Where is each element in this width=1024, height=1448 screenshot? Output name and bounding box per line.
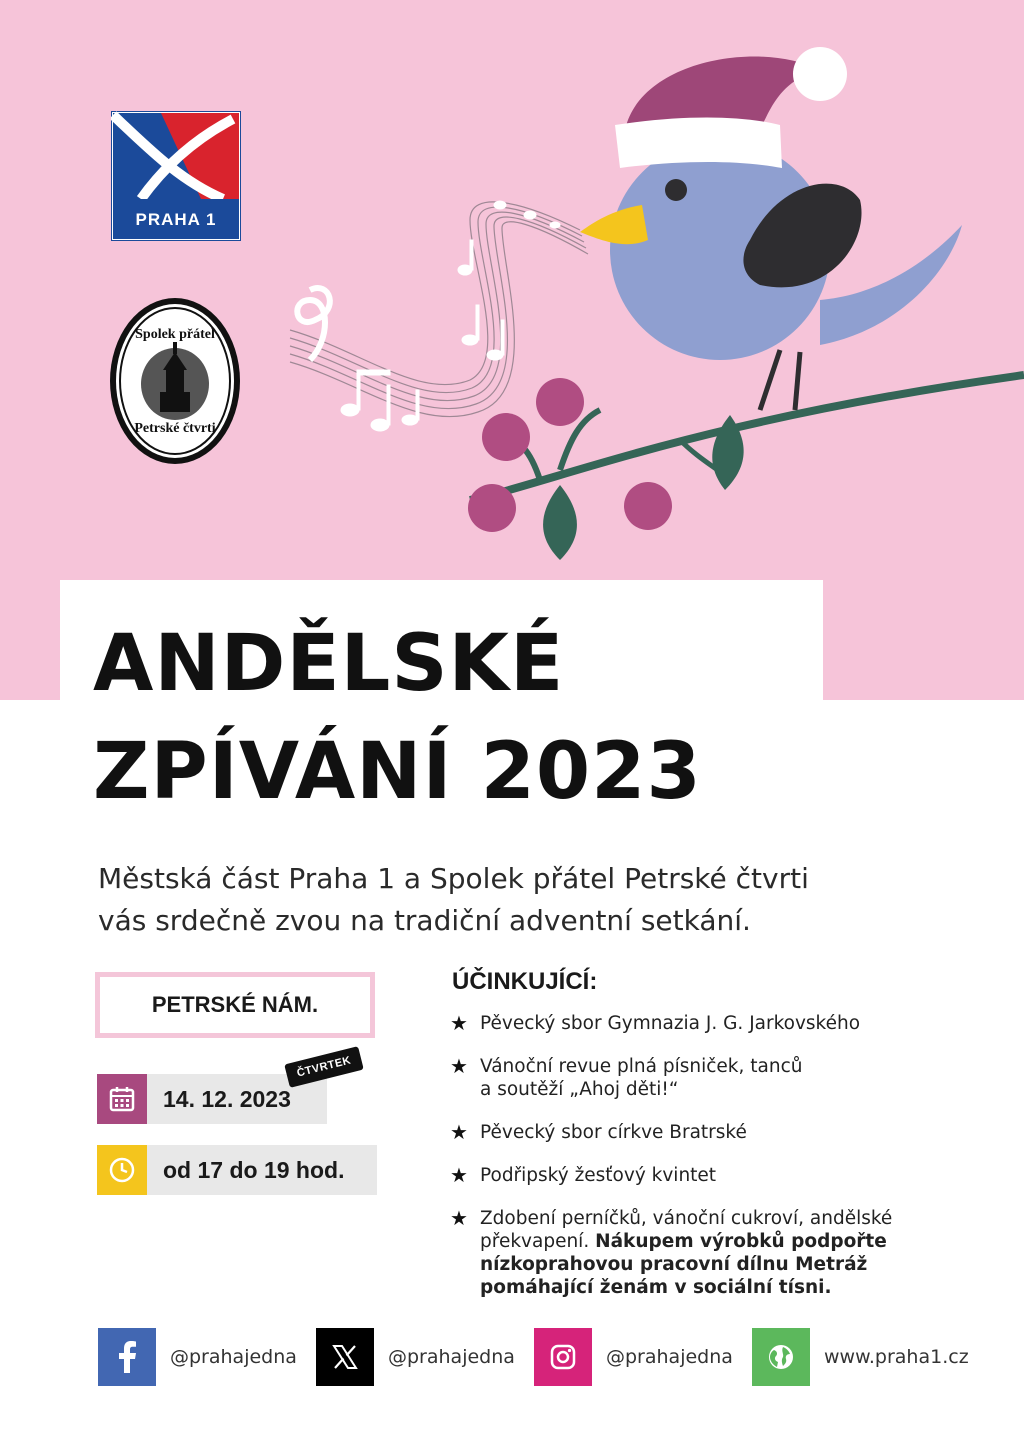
event-title bbox=[93, 610, 702, 826]
star-icon: ★ bbox=[450, 1054, 468, 1078]
performers-list bbox=[450, 1012, 970, 1299]
x-handle: @prahajedna bbox=[388, 1346, 515, 1368]
music-notes-illustration bbox=[290, 202, 588, 417]
star-icon: ★ bbox=[450, 1120, 468, 1144]
spolek-logo bbox=[108, 296, 242, 466]
event-date: 14. 12. 2023 bbox=[147, 1074, 327, 1124]
bird-illustration bbox=[270, 40, 1024, 580]
branch-illustration bbox=[468, 375, 1024, 560]
x-icon bbox=[316, 1328, 374, 1386]
praha1-logo-text: PRAHA 1 bbox=[135, 210, 217, 229]
list-item bbox=[450, 1012, 970, 1035]
calendar-icon bbox=[97, 1074, 147, 1124]
star-icon: ★ bbox=[450, 1206, 468, 1230]
bird-figure bbox=[580, 47, 962, 410]
event-time: od 17 do 19 hod. bbox=[147, 1145, 377, 1195]
instagram-link[interactable] bbox=[534, 1328, 733, 1386]
x-link[interactable] bbox=[316, 1328, 515, 1386]
spolek-logo-bottom-text: Petrské čtvrti bbox=[134, 421, 216, 436]
performer-text: Pěvecký sbor Gymnazia J. G. Jarkovského bbox=[480, 1013, 861, 1034]
time-row bbox=[97, 1145, 377, 1195]
list-item bbox=[450, 1121, 970, 1144]
instagram-handle: @prahajedna bbox=[606, 1346, 733, 1368]
performer-text-2: překvapení. bbox=[480, 1231, 590, 1252]
list-item bbox=[450, 1164, 970, 1187]
intro-line-2: vás srdečně zvou na tradiční adventní setkání. bbox=[98, 904, 751, 937]
venue-box bbox=[95, 972, 375, 1038]
clock-icon bbox=[97, 1145, 147, 1195]
star-icon: ★ bbox=[450, 1011, 468, 1035]
title-line-1: ANDĚLSKÉ bbox=[93, 619, 565, 709]
performer-text: Vánoční revue plná písniček, tanců bbox=[480, 1056, 803, 1077]
day-tag: ČTVRTEK bbox=[284, 1046, 364, 1088]
spolek-logo-top-text: Spolek přátel bbox=[135, 327, 215, 342]
venue-label: PETRSKÉ NÁM. bbox=[151, 992, 319, 1017]
performer-text: Podřipský žesťový kvintet bbox=[480, 1165, 717, 1186]
facebook-icon bbox=[98, 1328, 156, 1386]
web-address: www.praha1.cz bbox=[824, 1346, 969, 1368]
praha1-logo bbox=[111, 111, 241, 241]
list-item bbox=[450, 1207, 970, 1299]
instagram-icon bbox=[534, 1328, 592, 1386]
music-notes bbox=[297, 201, 560, 431]
globe-icon bbox=[752, 1328, 810, 1386]
star-icon: ★ bbox=[450, 1163, 468, 1187]
performer-bold-note: Nákupem výrobků podpořte nízkoprahovou pracovní dílnu Metráž pomáhající ženám v sociální tísni. bbox=[480, 1231, 887, 1298]
performer-text: Pěvecký sbor církve Bratrské bbox=[480, 1122, 747, 1143]
web-link[interactable] bbox=[752, 1328, 969, 1386]
intro-text bbox=[98, 858, 958, 942]
performers-heading: ÚČINKUJÍCÍ: bbox=[452, 968, 598, 995]
performer-text: Zdobení perníčků, vánoční cukroví, andělské bbox=[480, 1208, 893, 1229]
title-line-2: ZPÍVÁNÍ 2023 bbox=[93, 727, 702, 817]
performer-text-2: a soutěží „Ahoj děti!“ bbox=[480, 1079, 679, 1100]
intro-line-1: Městská část Praha 1 a Spolek přátel Petrské čtvrti bbox=[98, 862, 809, 895]
list-item bbox=[450, 1055, 970, 1101]
facebook-link[interactable] bbox=[98, 1328, 297, 1386]
facebook-handle: @prahajedna bbox=[170, 1346, 297, 1368]
social-footer bbox=[0, 1328, 1024, 1386]
